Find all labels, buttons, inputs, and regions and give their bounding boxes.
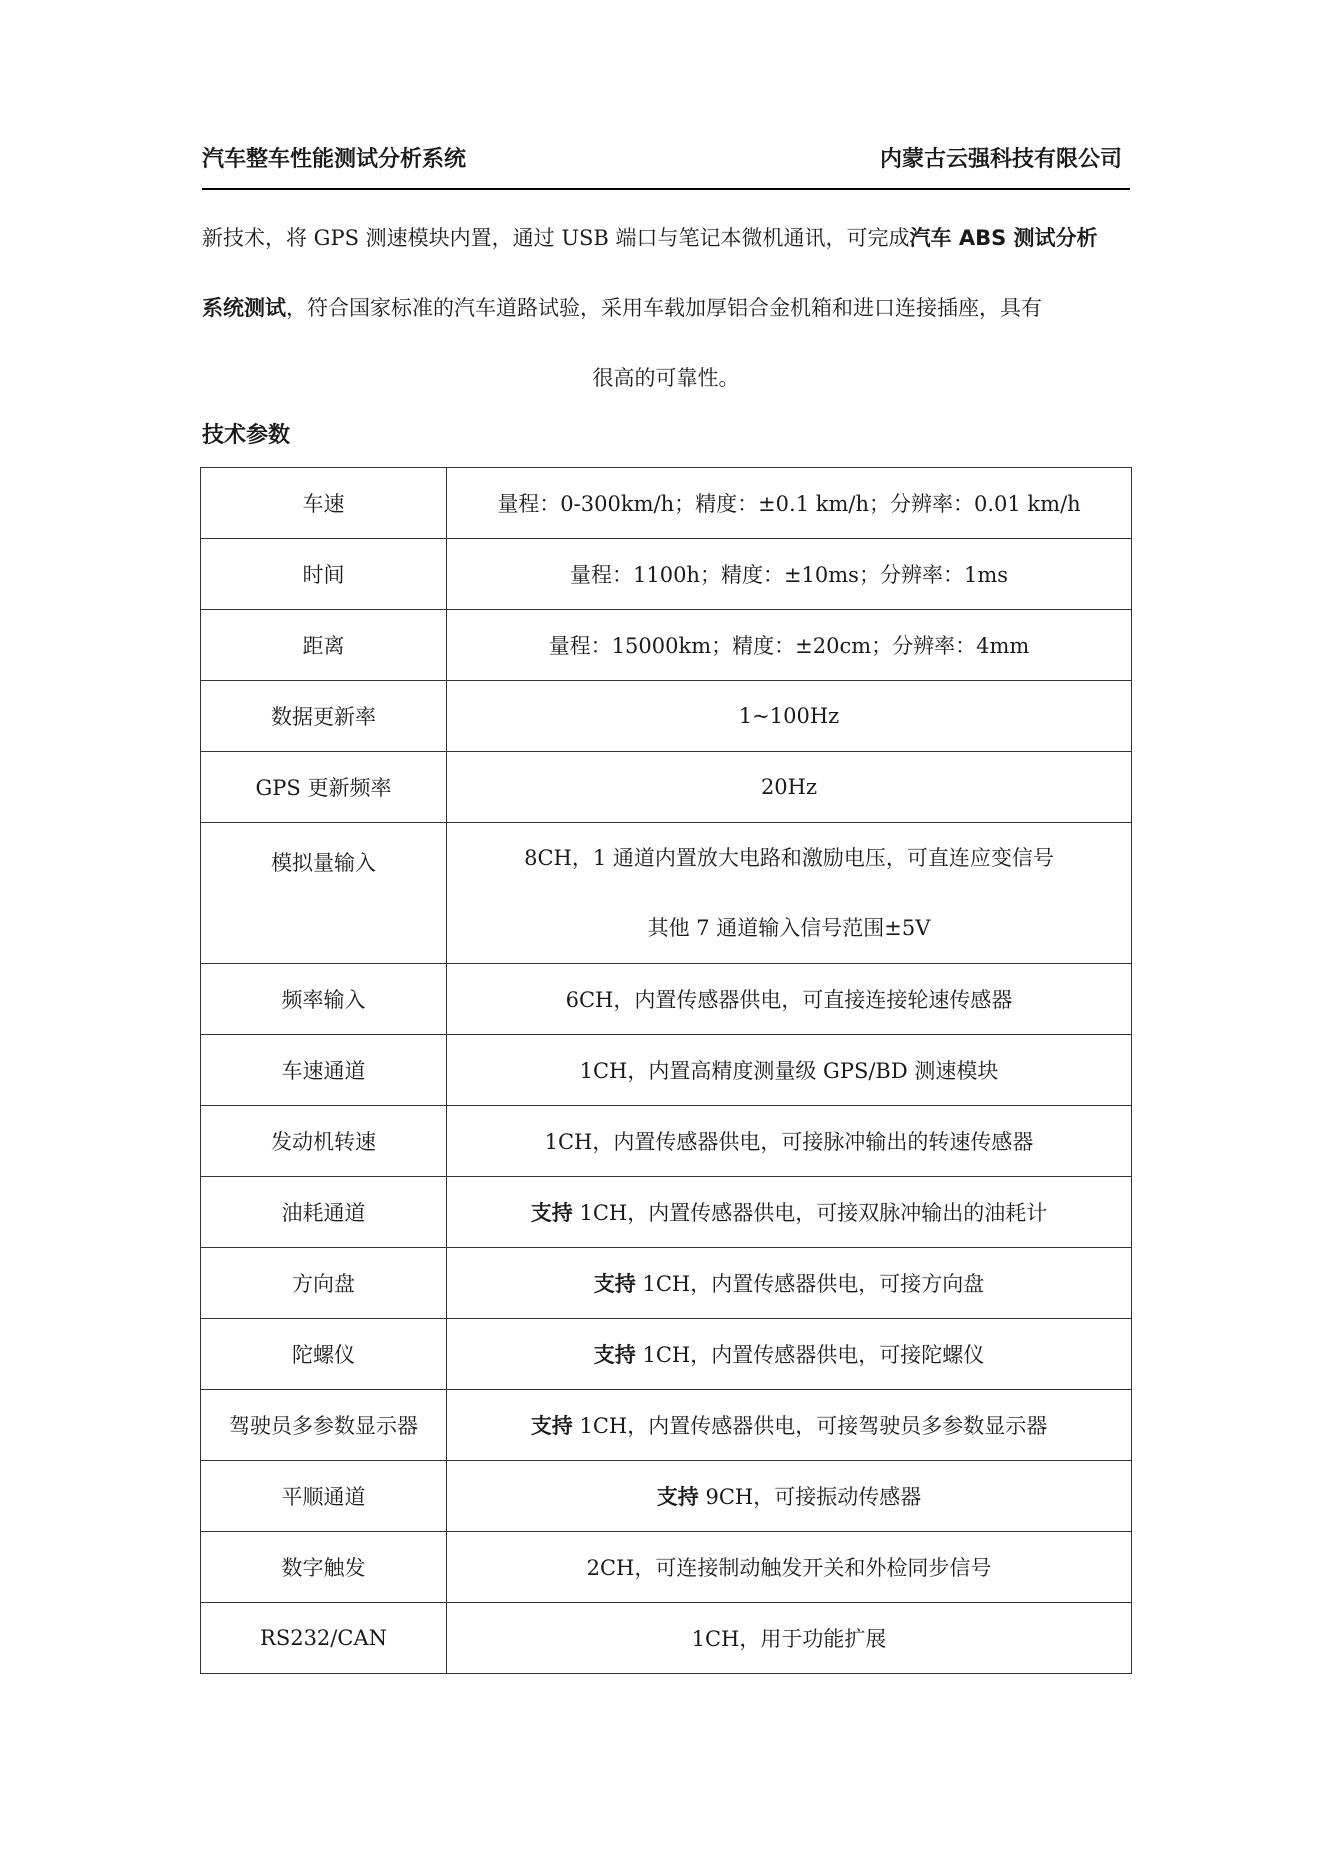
param-name: 平顺通道 bbox=[201, 1461, 447, 1532]
table-row bbox=[201, 1177, 1132, 1248]
param-value bbox=[447, 1177, 1132, 1248]
param-value bbox=[447, 1319, 1132, 1390]
intro-line-1: 新技术，将 GPS 测速模块内置，通过 USB 端口与笔记本微机通讯，可完成汽车 ABS 测试分析 bbox=[202, 226, 1098, 250]
table-row bbox=[201, 610, 1132, 681]
param-value-text: 2CH，可连接制动触发开关和外检同步信号 bbox=[586, 1556, 992, 1580]
param-value-line bbox=[497, 492, 1080, 516]
param-name: 陀螺仪 bbox=[201, 1319, 447, 1390]
param-value bbox=[447, 468, 1132, 539]
param-value-line bbox=[739, 704, 839, 728]
param-value-text: 量程：1100h；精度：±10ms；分辨率：1ms bbox=[569, 563, 1009, 587]
param-value-line bbox=[566, 988, 1013, 1012]
param-value bbox=[447, 1106, 1132, 1177]
param-name: 数字触发 bbox=[201, 1532, 447, 1603]
param-value-text: 8CH，1 通道内置放大电路和激励电压，可直连应变信号 bbox=[524, 846, 1054, 870]
param-name: 驾驶员多参数显示器 bbox=[201, 1390, 447, 1461]
param-value-line bbox=[594, 1272, 984, 1296]
param-value bbox=[447, 1461, 1132, 1532]
support-label: 支持 bbox=[593, 1343, 636, 1367]
param-value-text: 1CH，内置传感器供电，可接方向盘 bbox=[635, 1272, 985, 1296]
param-value-line bbox=[657, 1485, 921, 1509]
table-row bbox=[201, 1035, 1132, 1106]
param-value-text: 1CH，用于功能扩展 bbox=[691, 1627, 887, 1651]
table-row bbox=[201, 1248, 1132, 1319]
param-value-text: 1CH，内置传感器供电，可接陀螺仪 bbox=[635, 1343, 985, 1367]
param-name: 油耗通道 bbox=[201, 1177, 447, 1248]
param-value-line bbox=[692, 1627, 887, 1651]
param-value-text: 量程：0-300km/h；精度：±0.1 km/h；分辨率：0.01 km/h bbox=[497, 492, 1081, 516]
table-row bbox=[201, 1106, 1132, 1177]
param-name: 时间 bbox=[201, 539, 447, 610]
table-row bbox=[201, 539, 1132, 610]
intro-paragraph bbox=[202, 203, 1130, 413]
param-value bbox=[447, 1248, 1132, 1319]
company-name: 内蒙古云强科技有限公司 bbox=[879, 147, 1122, 172]
param-value-text: 1CH，内置高精度测量级 GPS/BD 测速模块 bbox=[579, 1059, 999, 1083]
section-title: 技术参数 bbox=[202, 423, 291, 448]
table-row bbox=[201, 1532, 1132, 1603]
param-value-line bbox=[531, 1414, 1047, 1438]
intro-line-3: 很高的可靠性。 bbox=[592, 366, 740, 390]
param-value-line-2: 其他 7 通道输入信号范围±5V bbox=[647, 916, 931, 940]
param-value-line bbox=[587, 1556, 992, 1580]
param-value bbox=[447, 1603, 1132, 1674]
param-name: 模拟量输入 bbox=[201, 823, 447, 964]
param-value-line bbox=[594, 1343, 984, 1367]
param-value-line bbox=[580, 1059, 999, 1083]
param-value-line bbox=[545, 1130, 1034, 1154]
param-value-text: 9CH，可接振动传感器 bbox=[698, 1485, 922, 1509]
table-row bbox=[201, 1461, 1132, 1532]
support-label: 支持 bbox=[530, 1414, 573, 1438]
table-row bbox=[201, 1319, 1132, 1390]
param-value-text: 1CH，内置传感器供电，可接脉冲输出的转速传感器 bbox=[544, 1130, 1034, 1154]
table-row bbox=[201, 681, 1132, 752]
param-name: 距离 bbox=[201, 610, 447, 681]
param-value bbox=[447, 539, 1132, 610]
table-row bbox=[201, 964, 1132, 1035]
param-value bbox=[447, 681, 1132, 752]
param-name: 频率输入 bbox=[201, 964, 447, 1035]
params-table bbox=[200, 467, 1132, 1674]
param-value-line bbox=[549, 634, 1030, 658]
param-name: 车速 bbox=[201, 468, 447, 539]
param-value-text: 1CH，内置传感器供电，可接双脉冲输出的油耗计 bbox=[572, 1201, 1048, 1225]
table-row bbox=[201, 1390, 1132, 1461]
param-value-text: 6CH，内置传感器供电，可直接连接轮速传感器 bbox=[565, 988, 1013, 1012]
param-value-line bbox=[761, 775, 817, 799]
param-value bbox=[447, 752, 1132, 823]
param-name: 方向盘 bbox=[201, 1248, 447, 1319]
support-label: 支持 bbox=[530, 1201, 573, 1225]
document-title: 汽车整车性能测试分析系统 bbox=[202, 147, 467, 172]
param-value bbox=[447, 1532, 1132, 1603]
param-name: 发动机转速 bbox=[201, 1106, 447, 1177]
page-header bbox=[202, 142, 1130, 190]
param-value-text: 1~100Hz bbox=[738, 704, 840, 728]
support-label: 支持 bbox=[656, 1485, 699, 1509]
param-value-text: 量程：15000km；精度：±20cm；分辨率：4mm bbox=[548, 634, 1030, 658]
support-label: 支持 bbox=[593, 1272, 636, 1296]
param-value-text: 20Hz bbox=[760, 775, 818, 799]
param-value-line bbox=[570, 563, 1008, 587]
param-value bbox=[447, 823, 1132, 964]
table-row bbox=[201, 468, 1132, 539]
param-value-text: 1CH，内置传感器供电，可接驾驶员多参数显示器 bbox=[572, 1414, 1048, 1438]
table-row bbox=[201, 823, 1132, 964]
param-value bbox=[447, 1390, 1132, 1461]
param-name: 数据更新率 bbox=[201, 681, 447, 752]
param-value bbox=[447, 1035, 1132, 1106]
param-value bbox=[447, 964, 1132, 1035]
table-row bbox=[201, 752, 1132, 823]
param-name: GPS 更新频率 bbox=[201, 752, 447, 823]
param-value-line bbox=[531, 1201, 1047, 1225]
intro-line-2: 系统测试，符合国家标准的汽车道路试验，采用车载加厚铝合金机箱和进口连接插座，具有 bbox=[202, 296, 1042, 320]
table-row bbox=[201, 1603, 1132, 1674]
param-name: 车速通道 bbox=[201, 1035, 447, 1106]
param-name: RS232/CAN bbox=[201, 1603, 447, 1674]
param-value-line bbox=[447, 823, 1131, 893]
param-value bbox=[447, 610, 1132, 681]
